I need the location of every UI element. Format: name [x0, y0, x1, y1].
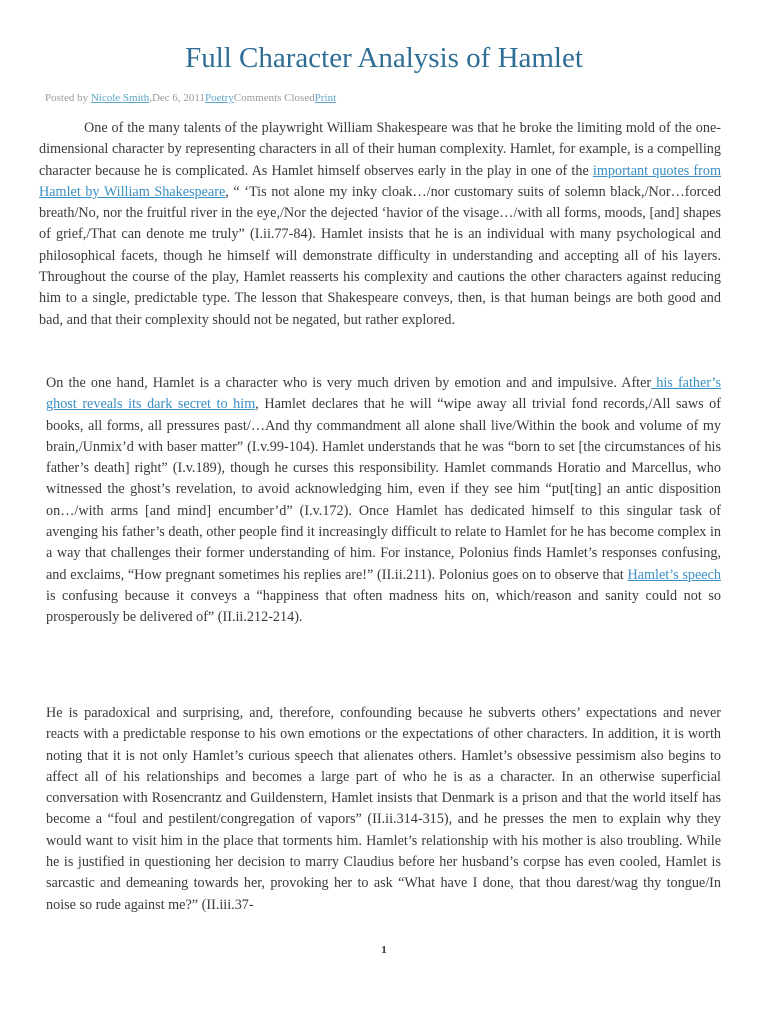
paragraph-2-text-a: On the one hand, Hamlet is a character who is very much driven by emotion and and impulsive. After: [46, 375, 652, 391]
category-link[interactable]: Poetry: [205, 92, 234, 104]
post-date: ,Dec 6, 2011: [149, 92, 206, 104]
paragraph-1-text-a: One of the many talents of the playwright William Shakespeare was that he broke the limiting mold of the one-dimensional character by representing characters in all of their human complexity. Hamlet, for example, is a compelling character because he is complicated. As Hamlet himself observes early in the play in one of the: [39, 120, 721, 179]
hamlets-speech-link[interactable]: Hamlet’s speech: [627, 566, 721, 583]
fathers-ghost-link[interactable]: his father’s ghost reveals its dark secret to him: [46, 375, 722, 413]
paragraph-2-text-b: , Hamlet declares that he will “wipe away all trivial fond records,/All saws of books, all forms, all pressures past/…And thy commandment all alone shall live/Within the book and volume of my brain,/Unmix’d with baser matter” (I.v.99-104). Hamlet understands that he was “born to set [the circumstances of his father’s death] right” (I.v.189), though he curses this responsibility. Hamlet commands Horatio and Marcellus, who witnessed the ghost’s revelation, to avoid acknowledging him, even if they see him “put[ting] an antic disposition on…/with arms [and mind] encumber’d” (I.v.172). Once Hamlet has dedicated himself to this singular task of avenging his father’s death, other people find it increasingly difficult to relate to Hamlet for he has become complex in a way that challenges their former understanding of him. For instance, Polonius finds Hamlet’s responses confusing, and exclaims, “How pregnant sometimes his replies are!” (II.ii.211). Polonius goes on to observe that: [46, 396, 721, 583]
comments-status: Comments Closed: [233, 92, 315, 104]
paragraph-1-text-b: , “ ‘Tis not alone my inky cloak…/nor customary suits of solemn black,/Nor…forced breath/No, nor the fruitful river in the eye,/Nor the dejected ‘havior of the visage…/with all forms, moods, [and] shapes of grief,/That can denote me truly” (I.ii.77-84). Hamlet insists that he is an individual with many psychological and philosophical facets, though he himself will demonstrate difficulty in understanding and accepting all of his layers. Throughout the course of the play, Hamlet reasserts his complexity and cautions the other characters against reducing him to a single, predictable type. The lesson that Shakespeare conveys, then, is that human beings are both good and bad, and that their complexity should not be negated, but rather explored.: [39, 183, 721, 328]
paragraph-2-text-c: is confusing because it conveys a “happiness that often madness hits on, which/reason and sanity could not so prosperously be delivered of” (II.ii.212-214).: [46, 587, 721, 626]
page-title: Full Character Analysis of Hamlet: [185, 42, 583, 74]
page-number: 1: [381, 944, 387, 956]
paragraph-3: He is paradoxical and surprising, and, therefore, confounding because he subverts others’ expectations and never reacts with a predictable response to his own emotions or the expectations of other characters. In addition, it is worth noting that it is not only Hamlet’s curious speech that alienates others. Hamlet’s obsessive pessimism also begins to affect all of his relationships and becomes a large part of who he is as a character. In an otherwise superficial conversation with Rosencrantz and Guildenstern, Hamlet insists that Denmark is a prison and that the world itself has become a “foul and pestilent/congregation of vapors” (II.ii.314-315), and he presses the men to explain why they would want to visit him in the place that torments him. Hamlet’s relationship with his mother is also troubling. While he is justified in questioning her decision to marry Claudius before her husband’s corpse has even cooled, Hamlet is sarcastic and demeaning towards her, provoking her to ask “What have I done, that thou darest/wag thy tongue/In noise so rude against me?” (II.iii.37-: [46, 705, 721, 913]
print-link[interactable]: Print: [314, 92, 337, 104]
paragraph-1: [39, 118, 721, 331]
posted-by-label: Posted by: [45, 92, 91, 104]
author-link[interactable]: Nicole Smith: [90, 92, 150, 104]
important-quotes-link[interactable]: important quotes from Hamlet by William Shakespeare: [39, 162, 721, 200]
paragraph-2: [46, 373, 721, 629]
post-meta: [45, 92, 336, 104]
